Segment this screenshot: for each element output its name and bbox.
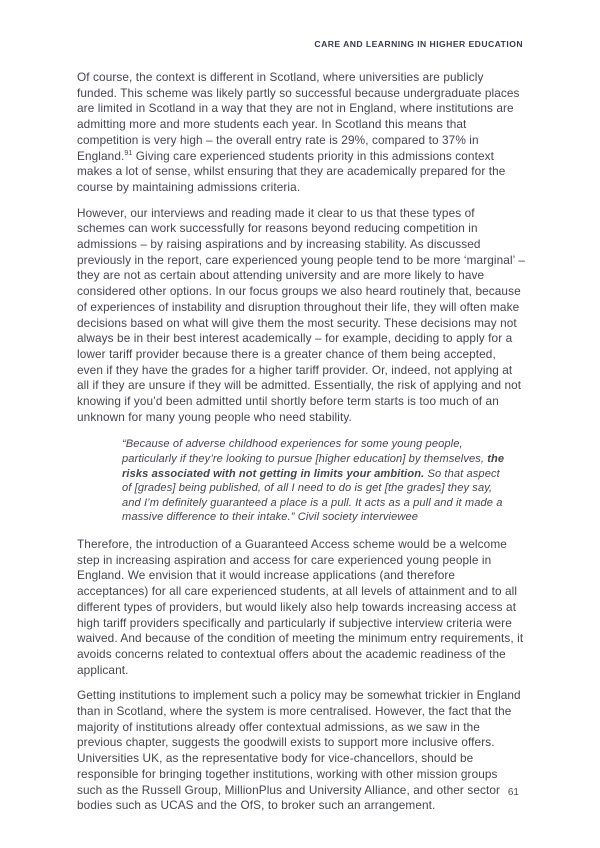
paragraph-text: Of course, the context is different in Scotland, where universities are publicly funded. This scheme was likely partly so successful because undergraduate places are limited in Scotland in a way that they are not in England, where institutions are admitting more and more students each year. In Scotland this means that competition is very high – the overall entry rate is 29%, compared to 37% in England. <box>77 70 520 163</box>
footnote-marker: 91 <box>124 149 133 157</box>
quote-text: So that aspect of [grades] being published, of all I need to do is get [the grades] they say, and I’m definitely guaranteed a place is a pull. It acts as a pull and it made a massive difference to their intake.” <box>122 467 503 524</box>
page-footer <box>508 787 519 798</box>
page-header <box>77 34 523 52</box>
paragraph <box>77 70 525 196</box>
page-number: 61 <box>507 787 519 798</box>
pull-quote <box>122 437 511 525</box>
paragraph: Getting institutions to implement such a policy may be somewhat trickier in England than in Scotland, where the system is more centralised. However, the fact that the majority of institutions already offer contextual admissions, as we saw in the previous chapter, suggests the goodwill exists to support more inclusive offers. Universities UK, as the representative body for vice-chancellors, should be responsible for bringing together institutions, working with other mission groups such as the Russell Group, MillionPlus and University Alliance, and other sector bodies such as UCAS and the OfS, to broker such an arrangement. <box>77 688 521 813</box>
paragraph: Therefore, the introduction of a Guaranteed Access scheme would be a welcome step in increasing aspiration and access for care experienced young people in England. We envision that it would increase applications (and therefore acceptances) for all care experienced students, at all levels of attainment and to all different types of providers, but would likely also help towards increasing access at high tariff providers specifically and particularly if subjective interview criteria were waived. And because of the condition of meeting the minimum entry requirements, it avoids concerns related to contextual offers about the academic readiness of the applicant. <box>77 537 524 677</box>
quote-attribution: Civil society interviewee <box>297 511 418 524</box>
paragraph: However, our interviews and reading made it clear to us that these types of schemes can work successfully for reasons beyond reducing competition in admissions – by raising aspirations and by increasing stability. As discussed previously in the report, care experienced young people tend to be more ‘marginal’ – they are not as certain about attending university and are more likely to have considered other options. In our focus groups we also heard routinely that, because of experiences of instability and disruption throughout their life, they will often make decisions based on what will give them the most security. These decisions may not always be in their best interest academically – for example, deciding to apply for a lower tariff provider because there is a greater chance of them being accepted, even if they have the grades for a higher tariff provider. Or, indeed, not applying at all if they are unsure if they will be admitted. Essentially, the risk of applying and not knowing if you’d been admitted until shortly before term starts is too much of an unknown for many young people who need stability. <box>77 205 525 424</box>
paragraph-text: Giving care experienced students priority in this admissions context makes a lot of sense, whilst ensuring that they are academically prepared for the course by maintaining admissions criteria. <box>77 148 506 194</box>
content-area <box>77 70 525 824</box>
quote-bold-text: the risks associated with not getting in limits your ambition. <box>122 453 505 480</box>
running-header-title: CARE AND LEARNING IN HIGHER EDUCATION <box>314 39 523 49</box>
quote-text: “Because of adverse childhood experiences for some young people, particularly if they’re looking to pursue [higher education] by themselves, <box>122 438 488 466</box>
